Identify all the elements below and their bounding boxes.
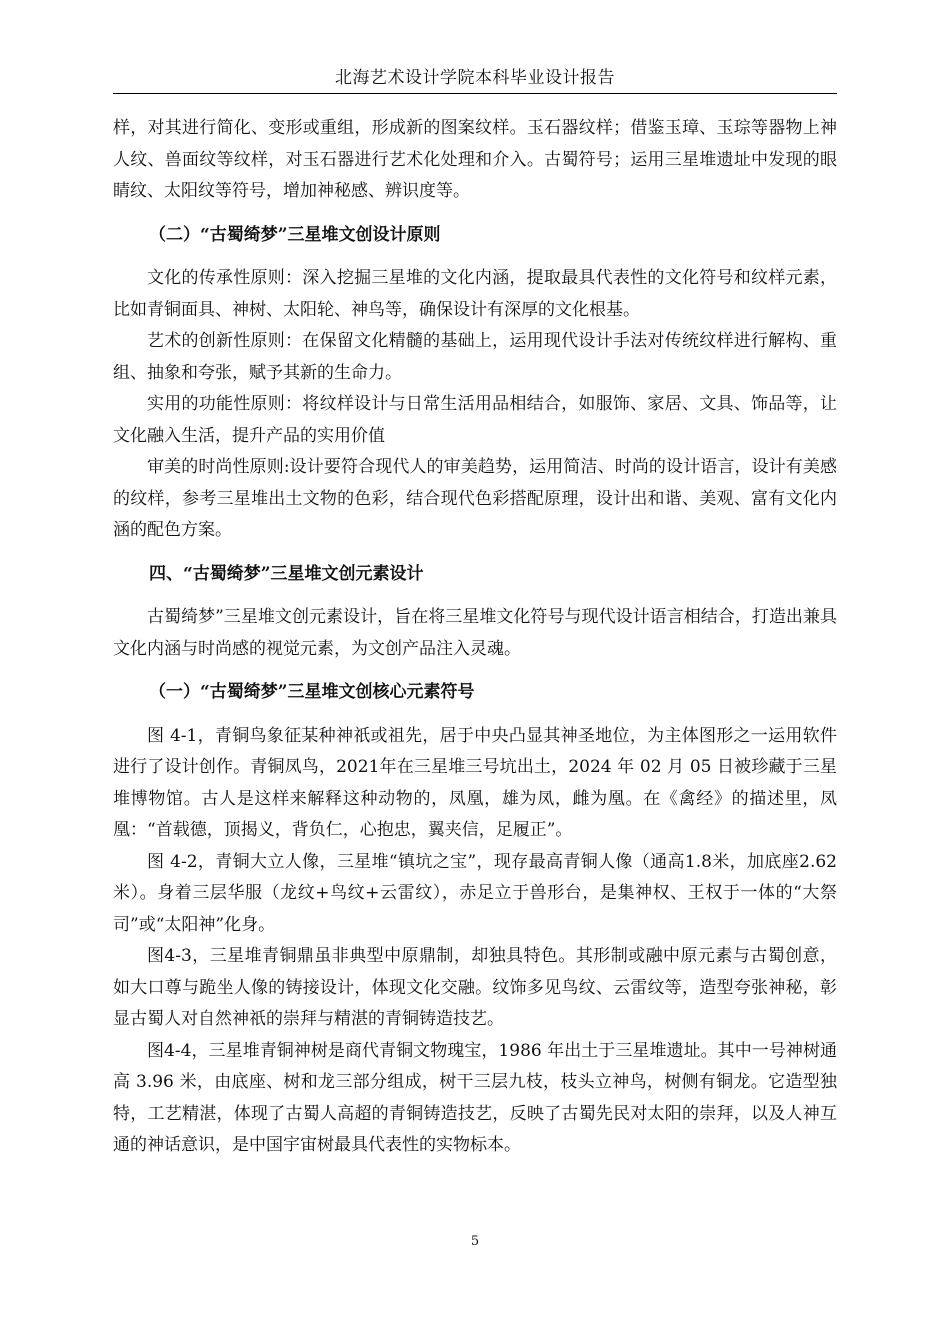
page-header-title: 北海艺术设计学院本科毕业设计报告	[335, 68, 615, 88]
paragraph-aesthetic-fashion: 审美的时尚性原则:设计要符合现代人的审美趋势，运用简洁、时尚的设计语言，设计有美感的纹样，参考三星堆出土文物的色彩，结合现代色彩搭配原理，设计出和谐、美观、富有文化内涵的配色方案。	[113, 457, 837, 540]
paragraph-figure-4-1: 图 4-1，青铜鸟象征某种神祇或祖先，居于中央凸显其神圣地位，为主体图形之一运用软件进行了设计创作。青铜凤鸟，2021年在三星堆三号坑出土，2024 年 02 月 05 日被珍藏于三星堆博物馆。古人是这样来解释这种动物的，凤凰，雄为凤，雌为凰。在《禽经》的描述里，凤凰：“首载德，顶揭义，背负仁，心抱忠，翼夹信，足履正”。	[113, 725, 837, 840]
paragraph-cultural-inheritance: 文化的传承性原则：深入挖掘三星堆的文化内涵，提取最具代表性的文化符号和纹样元素，比如青铜面具、神树、太阳轮、神鸟等，确保设计有深厚的文化根基。	[113, 268, 837, 320]
subheading-design-principles: （二）“古蜀绮梦”三星堆文创设计原则	[149, 224, 441, 245]
header-divider	[113, 93, 837, 94]
document-body	[113, 113, 837, 1162]
paragraph-figure-4-4: 图4-4，三星堆青铜神树是商代青铜文物瑰宝，1986 年出土于三星堆遗址。其中一号神树通高 3.96 米，由底座、树和龙三部分组成，树干三层九枝，枝头立神鸟，树侧有铜龙。它造型独特，工艺精湛，体现了古蜀人高超的青铜铸造技艺，反映了古蜀先民对太阳的崇拜，以及人神互通的神话意识，是中国宇宙树最具代表性的实物标本。	[113, 1040, 837, 1155]
paragraph-section-intro: 古蜀绮梦”三星堆文创元素设计，旨在将三星堆文化符号与现代设计语言相结合，打造出兼具文化内涵与时尚感的视觉元素，为文创产品注入灵魂。	[113, 607, 837, 659]
paragraph-figure-4-3: 图4-3，三星堆青铜鼎虽非典型中原鼎制，却独具特色。其形制或融中原元素与古蜀创意，如大口尊与跪坐人像的铸接设计，体现文化交融。纹饰多见鸟纹、云雷纹等，造型夸张神秘，彰显古蜀人对自然神祇的崇拜与精湛的青铜铸造技艺。	[113, 946, 837, 1029]
paragraph-figure-4-2: 图 4-2，青铜大立人像，三星堆“镇坑之宝”，现存最高青铜人像（通高1.8米，加底座2.62米）。身着三层华服（龙纹+鸟纹+云雷纹），赤足立于兽形台，是集神权、王权于一体的“大祭司”或“太阳神”化身。	[113, 851, 837, 935]
page-number: 5	[470, 1234, 480, 1249]
paragraph-practical-function: 实用的功能性原则：将纹样设计与日常生活用品相结合，如服饰、家居、文具、饰品等，让文化融入生活，提升产品的实用价值	[113, 394, 837, 446]
paragraph-artistic-innovation: 艺术的创新性原则：在保留文化精髓的基础上，运用现代设计手法对传统纹样进行解构、重组、抽象和夸张，赋予其新的生命力。	[113, 331, 837, 383]
paragraph-continued: 样，对其进行简化、变形或重组，形成新的图案纹样。玉石器纹样；借鉴玉璋、玉琮等器物上神人纹、兽面纹等纹样，对玉石器进行艺术化处理和介入。古蜀符号；运用三星堆遗址中发现的眼睛纹、太阳纹等符号，增加神秘感、辨识度等。	[113, 118, 837, 201]
subheading-core-symbols: （一）“古蜀绮梦”三星堆文创核心元素符号	[149, 682, 475, 702]
section-heading-element-design: 四、“古蜀绮梦”三星堆文创元素设计	[149, 563, 424, 584]
